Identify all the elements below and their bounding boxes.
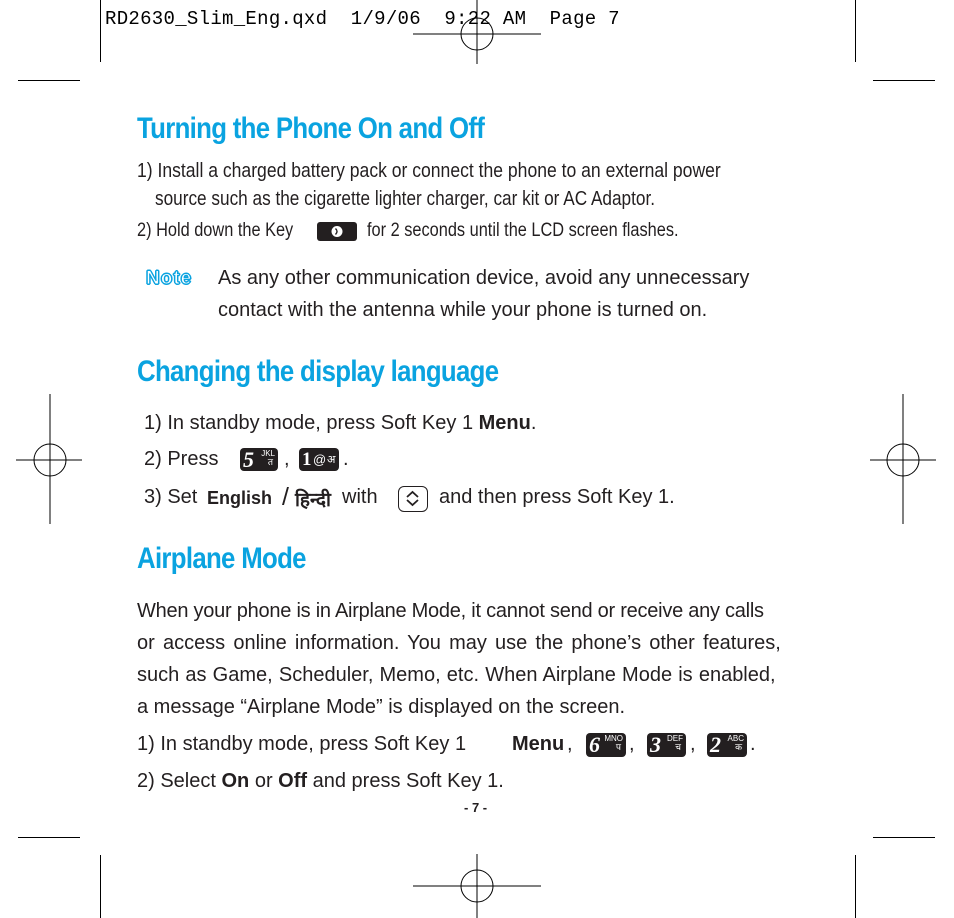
language-step-1 <box>144 412 536 435</box>
period: . <box>750 733 756 755</box>
registration-mark-right <box>868 394 938 524</box>
key-3-icon <box>647 733 686 757</box>
key-2-number: 2 <box>710 732 721 757</box>
key-2-hindi: क <box>735 742 742 752</box>
up-down-nav-icon <box>398 486 428 512</box>
comma: , <box>629 733 635 755</box>
power-step-2-text: 2) Hold down the Key <box>137 220 294 241</box>
with-text: with <box>342 486 378 508</box>
airplane-step-1-text: 1) In standby mode, press Soft Key 1 <box>137 733 467 755</box>
registration-mark-bottom <box>410 852 544 918</box>
language-step-3 <box>144 483 704 514</box>
language-step-3-text: 3) Set <box>144 486 198 508</box>
or-text: or <box>249 770 279 792</box>
power-step-1-line-2: source such as the cigarette lighter charger, car kit or AC Adaptor. <box>155 188 656 210</box>
airplane-step-2-text-end: and press Soft Key 1. <box>307 770 504 792</box>
slash: / <box>282 483 289 511</box>
key-1-number: 1 <box>302 449 312 470</box>
key-5-letters: JKL <box>261 449 275 458</box>
power-end-key-icon <box>317 222 357 241</box>
comma: , <box>690 733 696 755</box>
comma: , <box>567 733 573 755</box>
menu-label: Menu <box>512 733 565 755</box>
key-6-icon <box>586 733 626 757</box>
key-6-hindi: प <box>615 742 621 752</box>
menu-label: Menu <box>478 412 531 434</box>
key-2-icon <box>707 733 747 757</box>
language-step-3-text-end: and then press Soft Key 1. <box>439 486 675 508</box>
key-1-icon <box>299 448 339 471</box>
key-5-number: 5 <box>243 447 254 472</box>
section-title-language: Changing the display language <box>137 355 499 388</box>
comma: , <box>284 448 290 470</box>
language-step-2 <box>144 448 384 474</box>
key-2-letters: ABC <box>727 734 744 743</box>
power-step-2-text-end: for 2 seconds until the LCD screen flashes. <box>367 220 679 241</box>
on-label: On <box>221 770 250 792</box>
key-5-hindi: त <box>267 457 273 467</box>
note-line-1: As any other communication device, avoid any unnecessary <box>218 267 750 289</box>
note-line-2: contact with the antenna while your phone is turned on. <box>218 299 708 321</box>
off-label: Off <box>278 770 308 792</box>
key-1-hindi: अ <box>327 454 336 466</box>
airplane-para-line-2: or access online information. You may use the phone’s other features, <box>137 632 781 654</box>
key-3-hindi: च <box>675 742 681 752</box>
period: . <box>343 448 349 470</box>
section-title-power: Turning the Phone On and Off <box>137 112 485 145</box>
key-3-number: 3 <box>650 732 661 757</box>
airplane-step-1 <box>137 733 777 761</box>
airplane-para-line-4: a message “Airplane Mode” is displayed on the screen. <box>137 696 626 718</box>
english-label: English <box>207 488 273 508</box>
page-number: - 7 - <box>464 800 488 815</box>
period: . <box>530 412 537 434</box>
registration-mark-top <box>410 0 544 70</box>
section-title-airplane: Airplane Mode <box>137 542 306 575</box>
hindi-label: हिन्दी <box>295 490 331 511</box>
power-step-1-line-1: 1) Install a charged battery pack or connect the phone to an external power <box>137 160 721 182</box>
registration-mark-left <box>14 394 84 524</box>
language-step-2-text: 2) Press <box>144 448 219 470</box>
airplane-para-line-3: such as Game, Scheduler, Memo, etc. When Airplane Mode is enabled, <box>137 664 776 686</box>
note-label: Note <box>146 268 193 289</box>
key-6-letters: MNO <box>604 734 623 743</box>
key-5-icon <box>240 448 278 471</box>
printer-slug: RD2630_Slim_Eng.qxd 1/9/06 9:22 AM Page 7 <box>105 8 620 30</box>
key-3-letters: DEF <box>667 734 683 743</box>
key-1-at: @ <box>313 452 327 467</box>
airplane-step-2-text: 2) Select <box>137 770 222 792</box>
key-6-number: 6 <box>589 732 600 757</box>
airplane-para-line-1: When your phone is in Airplane Mode, it cannot send or receive any calls <box>137 600 764 622</box>
language-step-1-text: 1) In standby mode, press Soft Key 1 <box>144 412 479 434</box>
airplane-step-2 <box>137 770 504 793</box>
